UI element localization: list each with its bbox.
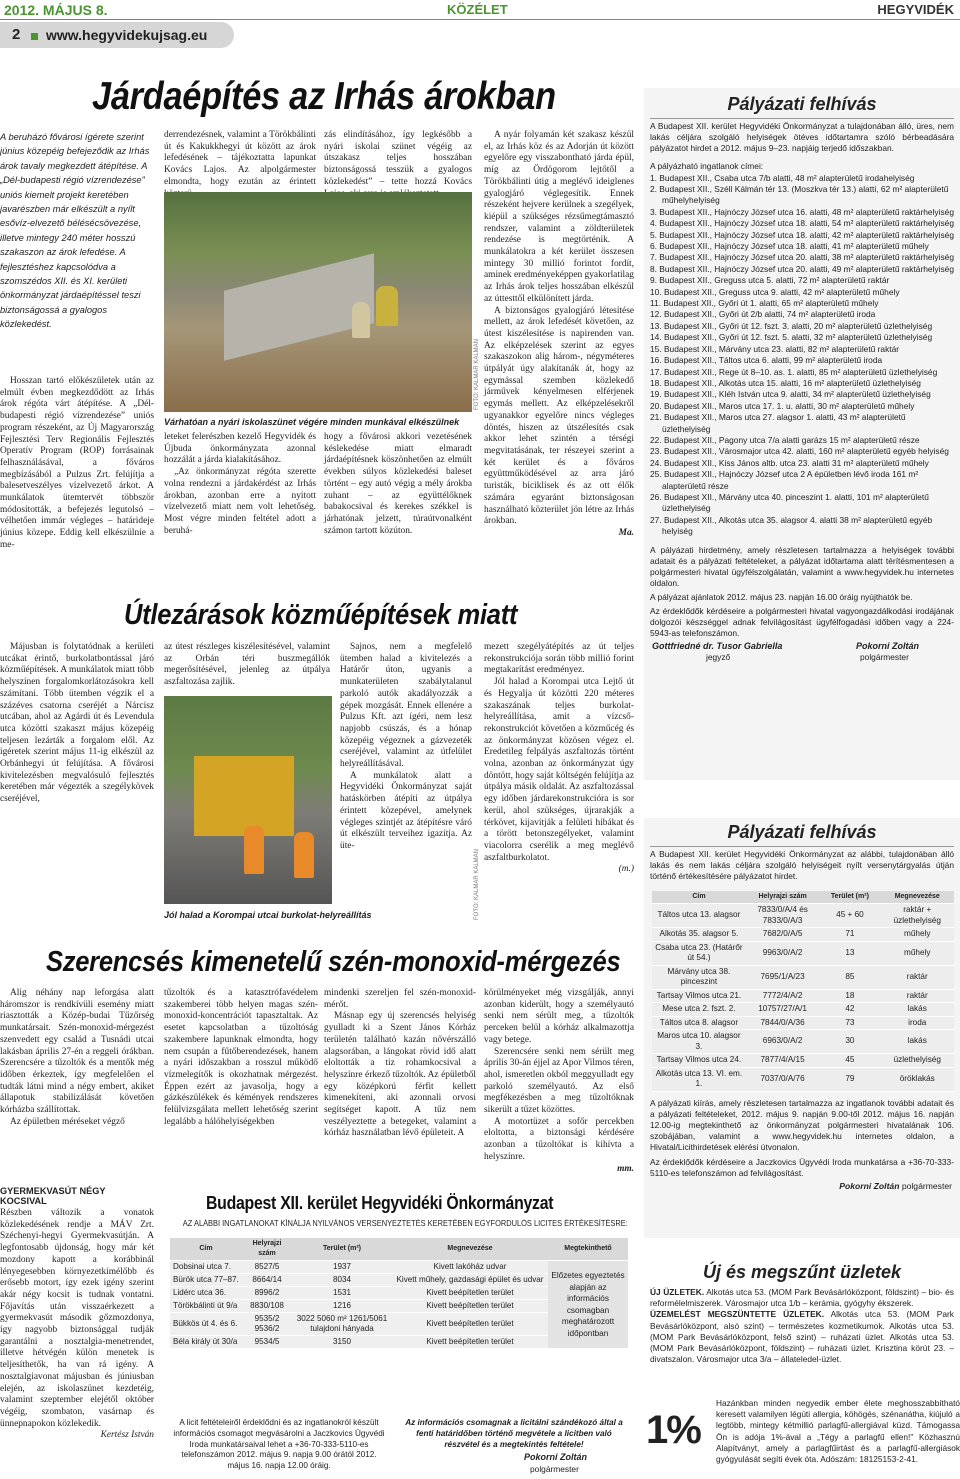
- shops-closed-label: ÜZEMELÉST MEGSZÜNTETTE ÜZLETEK.: [650, 1309, 825, 1320]
- cell: 79: [819, 1067, 880, 1091]
- cell: raktár + üzlethelyiség: [881, 904, 954, 928]
- cell: Táltos utca 8. alagsor: [652, 1016, 746, 1030]
- col-header: Megtekinthető: [548, 1238, 628, 1261]
- cell: 7833/0/A/4 és 7833/0/A/3: [746, 904, 819, 928]
- signer-name: Gottfriedné dr. Tusor Gabriella: [652, 641, 783, 652]
- cell: Alkotás 35. alagsor 5.: [652, 928, 746, 942]
- notice-paragraph: A pályázat ajánlatok 2012. május 23. napján 16.00 óráig nyújthatók be.: [650, 592, 913, 603]
- cell: Dobsinai utca 7.: [170, 1261, 242, 1274]
- list-heading: A pályázható ingatlanok címei:: [650, 160, 764, 171]
- notice-footer-right: Az információs csomagnak a licitálni szándékozó által a fenti határidőben történő megvétele a licitben való részvétel és a megtekintés feltétele!: [405, 1418, 623, 1449]
- photo-caption: Jól halad a Korompai utcai burkolat-helyreállítás: [164, 910, 372, 920]
- article-lead: A beruházó fővárosi ígérete szerint június közepéig befejeződik az Irhás árok tavaly megkezdett átépítése. A „Dél-budapesti régió vízrendezése” uniós kiemelt projekt keretében javarészben már elkészült a nyílt esővíz-elvezető bélésécsövezése, illetve mintegy 240 méter hosszú szakaszon az árok lefedése. A fejlesztéshez kapcsolódva a szomszédos XII. és XI. kerületi önkormányzat járdaépítéssel teszi biztonságossá a gyalogos közlekedést.: [0, 132, 150, 330]
- property-item: 14. Budapest XII., Győri út 12. fszt. 5. alatti, 32 m² alapterületű üzlethelyiség: [650, 332, 933, 343]
- col-header: Megnevezése: [881, 891, 954, 904]
- cell: Törökbálinti út 9/a: [170, 1300, 242, 1313]
- cell: 3022 5060 m² 1261/5061 tulajdoni hányada: [292, 1313, 392, 1336]
- cell: 9535/2 9536/2: [242, 1313, 292, 1336]
- property-item: 5. Budapest XII., Hajnóczy József utca 18. alatti, 42 m² alapterületű raktárhelyiség: [650, 229, 954, 240]
- cell: lakás: [881, 1030, 954, 1054]
- cell: öröklakás: [881, 1067, 954, 1091]
- cell: Lidérc utca 36.: [170, 1287, 242, 1300]
- cell: Bükkös út 4. és 6.: [170, 1313, 242, 1336]
- table-row: [652, 1030, 954, 1054]
- table-row: [652, 989, 954, 1003]
- article-body-col1: [0, 642, 154, 926]
- notice-title: Pályázati felhívás: [727, 822, 877, 842]
- property-item: 18. Budapest XII., Alkotás utca 15. alatti, 16 m² alapterületű üzlethelyiség: [650, 377, 921, 388]
- paragraph: Sajnos, nem a megfelelő ütemben halad a kivitelezés a Határőr úton, ugyanis a munkaterületen szabálytalanul parkoló autók akadályozzák a gépek mozgását. Ennek ellenére a Pulzus Kft. azt ígéri, nem lesz napjobb csúszás, és a hónap közepéig végeznek a gázvezeték cseréjével, valamint az útfelület helyreállításával.: [340, 642, 472, 770]
- paragraph: „Az önkormányzat régóta szerette volna rendezni a járdakérdést az Irhás árokban, azonban erre a nyitott vízelvezető miatt nem volt lehetőség. Most végre minden feltétel adott a beruhá-: [164, 467, 316, 536]
- auction-table: [170, 1238, 628, 1349]
- cell: Alkotás utca 13. VI. em. 1.: [652, 1067, 746, 1091]
- cell: 42: [819, 1003, 880, 1017]
- property-item: 16. Budapest XII., Táltos utca 6. alatti, 99 m² alapterületű iroda: [650, 355, 883, 366]
- cell: műhely: [881, 941, 954, 965]
- paragraph: tűzoltók és a katasztrófavédelem szakemberei több helyen magas szén-monoxid-koncentrációt tapasztaltak. Az esetet kapcsolatban a tűzoltóság szakembere lapunknak elmondta, hogy nem csupán a fűtőberendezések, hanem a nyári időszakban a rosszul működő vízmelegítők is okozhatnak mérgezést. Éppen ezért az javasolja, hogy a gázkészülékek és kémények rendszeres felülvizsgálata mellett lehetőség szerint legalább a hálóhelyiségekben: [164, 988, 318, 1127]
- cell: 18: [819, 989, 880, 1003]
- divider: [650, 846, 954, 847]
- cell: 9534/5: [242, 1336, 292, 1349]
- signer-line: [644, 1179, 960, 1191]
- table-row: [652, 965, 954, 989]
- notice-intro: A Budapest XII. kerület Hegyvidéki Önkormányzat az alábbi, tulajdonában álló lakás és nem lakás céljára szolgáló helyiségeit nyílt versenytárgyalás útján történő értékesítésére pályázatot hirdet.: [650, 849, 954, 882]
- signature: mm.: [617, 1163, 634, 1174]
- paragraph: Szerencsére senki nem sérült meg április 30-án éjjel az Apor Vilmos téren, ahol, ismeretlen okból meggyulladt egy parkoló személyautó. Az első megfékezésben a meg tűzoltóknak sikerült a tűzet közöttes.: [484, 1046, 635, 1116]
- notice-paragraph: Az érdeklődők kérdéseire a polgármesteri hivatal vagyongazdálkodási irodájának dolgozói készséggel adnak felvilágosítást ügyfélfogadási időben vagy a 224-5943-as telefonszámon.: [650, 605, 954, 639]
- cell: Bürök utca 77–87.: [170, 1274, 242, 1287]
- construction-photo: [164, 192, 472, 412]
- cell: 9963/0/A/2: [746, 941, 819, 965]
- cell: Kivett beépítetlen terület: [392, 1313, 548, 1336]
- worker-figure: [376, 286, 398, 326]
- col-header: Megnevezése: [392, 1238, 548, 1261]
- cell: Kivett beépítetlen terület: [392, 1300, 548, 1313]
- property-item: 2. Budapest XII., Széll Kálmán tér 13. (Moszkva tér 13.) alatti, 62 m² alapterületű műhelyhelyiség: [650, 184, 949, 206]
- property-item: 23. Budapest XII., Városmajor utca 42. alatti, 160 m² alapterületű egyéb helyiség: [650, 446, 949, 457]
- cell: raktár: [881, 989, 954, 1003]
- photo-credit: FOTÓ: KALMÁR KÁLMÁN: [474, 338, 480, 410]
- cell: Mese utca 2. fszt. 2.: [652, 1003, 746, 1017]
- one-percent-ad: [644, 1398, 960, 1474]
- cell: raktár: [881, 965, 954, 989]
- cell: Maros utca 10. alagsor 3.: [652, 1030, 746, 1054]
- signature: Ma.: [618, 527, 634, 538]
- lead-box: [0, 130, 154, 362]
- cell: 1531: [292, 1287, 392, 1300]
- article-body-col1: [0, 376, 154, 586]
- cell: Márvány utca 38. pinceszint: [652, 965, 746, 989]
- notice-paragraph: A pályázati kiírás, amely részletesen tartalmazza az ingatlanok további adatait és a pályázati feltételeket, 2012. május 9. napján 9.00-től 2012. május 16. napján 12.00-ig megtekinthető az önkormányzat polgármesteri hivatalának 106. szobájában, valamint a www.hegyvidek.hu internetes oldalon, a Hivatal/Licithirdetések elérési útvonalon.: [650, 1097, 954, 1153]
- property-item: 13. Budapest XII., Győri út 12. fszt. 3. alatti, 20 m² alapterületű üzlethelyiség: [650, 320, 933, 331]
- shops-new-label: ÚJ ÜZLETEK.: [650, 1287, 705, 1297]
- paragraph: Az épületben méréseket végző: [10, 1116, 125, 1127]
- paragraph: A munkálatok alatt a Hegyvidéki Önkormányzat saját hatáskörben átépíti az útpálya érintett közepével, amelynek végleges szintjét az átépítésre váró út elkészült terveihez igazítja. Az üte-: [340, 770, 472, 851]
- paragraph: hogy a fővárosi akkori vezetésének késlekedése miatt elmaradt járdaépítésnek köszönhetően az elmúlt években súlyos közlekedési baleset történt – egy autó végig a mély árokba zuhant – az együttélőknek babakocsival és kerekes székkel is járhatónak jelzett, túraútvonalként számon tartott közúton.: [324, 432, 472, 536]
- shops-box: [644, 1262, 960, 1400]
- property-item: 7. Budapest XII., Hajnóczy József utca 20. alatti, 38 m² alapterületű raktárhelyiség: [650, 252, 954, 263]
- paragraph: Másnap egy új szerencsés helyiség gyulladt ki a Szent János Kórház területén található kazán nővérszálló alagsorában, a lángokat rövid idő alatt eloltották a tiz rohamkocsival a helyszínre érkező tűzoltók. Az épületből egy középkorú férfit kellett kimenekíteni, aki azonnali orvosi segítséget kapott. A tűz nem veszélyeztette a betegeket, valamint a kórház használatban lévő épületeit. A: [324, 1011, 476, 1139]
- notice-intro: A Budapest XII. kerület Hegyvidéki Önkormányzat a tulajdonában álló, üres, nem lakás céljára szolgáló helyiségek ötéves időtartamra szóló bérbeadására pályázatot hirdet a 2012. május 9–23. napjáig terjedő időszakban.: [650, 121, 954, 154]
- article-body-col2: [164, 130, 316, 190]
- article-body-col2: [164, 988, 318, 1166]
- brief-box: [0, 1186, 154, 1474]
- article-title: Járdaépítés az Irhás árokban: [92, 75, 556, 118]
- cell: 6963/0/A/2: [746, 1030, 819, 1054]
- cell: 71: [819, 928, 880, 942]
- cell: Tartsay Vilmos utca 24.: [652, 1054, 746, 1068]
- article-body-col2: [164, 642, 330, 692]
- brief-author: Kertész István: [100, 1430, 154, 1441]
- tender-notice: [644, 88, 960, 780]
- shops-title: Új és megszűnt üzletek: [702, 1262, 902, 1282]
- paragraph: mindenki szereljen fel szén-monoxid-mérőt.: [324, 988, 476, 1010]
- paragraph: Májusban is folytatódnak a kerületi utcákat érintő, burkolatbontással járó közműépítések. A munkálatok miatt több helyszínen forgalomkorlátozásokra kell számítani. Több ütemben végzik el a százéves csatorna cseréjét a Nárcisz utcában, ahol az Agárdi út és Levendula utca közötti szakaszt május közepéig teljesen lezárták a forgalom elől. Az igéretek szerint május 11-ig elkészül az Orbánhegyi út felújítása. A fővárosi kivitelezésben megvalósuló fejlesztés keretében már végezték a szegélykövek cseréjével,: [0, 642, 154, 805]
- cell: Kivett lakóház udvar: [392, 1261, 548, 1274]
- cell: 8034: [292, 1274, 392, 1287]
- cell: 73: [819, 1016, 880, 1030]
- brief-title: GYERMEKVASÚT NÉGY KOCSIVAL: [0, 1186, 106, 1206]
- paragraph: leteket felerészben kezelő Hegyvidék és Újbuda önkormányzata azonnal hozzálát a járda kialakításához.: [164, 432, 316, 466]
- paragraph: körülményeket még vizsgálják, annyi azonban kiderült, hogy a személyautó senki nem sérült meg, a tűzoltók perceken belül a kórház alkalmazottja vagy betege.: [484, 988, 634, 1045]
- property-item: 10. Budapest XII., Greguss utca 9. alatti, 42 m² alapterületű műhely: [650, 286, 900, 297]
- signer-title: polgármester: [860, 652, 909, 663]
- article-body-col3: [324, 130, 472, 190]
- cell: 1937: [292, 1261, 392, 1274]
- photo-caption: Várhatóan a nyári iskolaszünet végére minden munkával elkészülnek: [164, 417, 460, 427]
- property-item: 19. Budapest XII., Kléh István utca 9. alatti, 34 m² alapterületű üzlethelyiség: [650, 389, 931, 400]
- cell: 45 + 60: [819, 904, 880, 928]
- shops-closed-text: Alkotás utca 53. (MOM Park Bevásárlóközpont, alsó szint) – természetes kozmetikumok. Alkotás utca 53. (MOM Park Bevásárlóközpont, felső szint) – ruházati üzlet. Alkotás utca 53. (MOM Park Bevásárlóközpont, földszint) – ruházati üzlet. Krisztina körút 23. – divatszalon. Városmajor utca 3/a – állateledel-üzlet.: [650, 1309, 954, 1365]
- cell: üzlethelyiség: [881, 1054, 954, 1068]
- table-row: [652, 1054, 954, 1068]
- shops-closed: [644, 1309, 960, 1365]
- property-item: 25. Budapest XII., Hajnóczy József utca 2 A épületben lévő iroda 161 m² alapterületű része: [650, 469, 919, 491]
- property-item: 20. Budapest XII., Maros utca 17. 1. u. alatti, 30 m² alapterületű műhely: [650, 400, 915, 411]
- col-header: Helyrajzi szám: [242, 1238, 292, 1261]
- viewing-cell: Előzetes egyeztetés alapján az információs csomagban meghatározott időpontban: [548, 1261, 628, 1349]
- article-body-col2b: [164, 432, 316, 580]
- col-header: Helyrajzi szám: [746, 891, 819, 904]
- shops-new-text: Alkotás utca 53. (MOM Park Bevásárlóközpont, földszint) – bio- és reformélelmiszerek. Városmajor utca 1/b – kerámia, gyógyhy ékszerek.: [650, 1287, 954, 1309]
- article-body-col1: [0, 988, 154, 1178]
- cell: Kivett műhely, gazdasági épület és udvar: [392, 1274, 548, 1287]
- paragraph: zás elindításához, így legkésőbb a nyári iskolai szünet végéig az útszakasz teljes hosszában biztonságossá tesszük a gyalogos közlekedést” – tette hozzá Kovács: [324, 130, 472, 187]
- property-item: 9. Budapest XII., Greguss utca 5. alatti, 72 m² alapterületű raktár: [650, 275, 890, 286]
- cell: Csaba utca 23. (Határőr út 54.): [652, 941, 746, 965]
- table-row: [652, 904, 954, 928]
- signer-title: jegyző: [706, 652, 731, 663]
- shops-new: [644, 1283, 960, 1309]
- paragraph: A biztonságos gyalogjáró létesítése mellett, az árok lefedését követően, az útest kiszélesítése is napirenden van. Az elképzelések szerint az egyes szakaszokon alig három-, négyméteres útpályát úgy alakítanák át, hogy az egymással szemben közlekedő járművek kényelmesen elférjenek egymás mellett. Az elképzelésekről ugyanakkor egyelőre nincs végleges döntés, hiszen az útszélesítés csak akkor lehet szintén a térségi megvitatásának, ter részeyei szerint a két kerület és a főváros együttműködésével az arra járó turisták, biciklisek és az ott élők számára egyaránt biztonságosan használható közterület jön létre az Irhás árokban.: [484, 305, 634, 527]
- signer-name: Pokorni Zoltán: [839, 1181, 900, 1192]
- signer-title: polgármester: [901, 1181, 952, 1192]
- cell: Táltos utca 13. alagsor: [652, 904, 746, 928]
- table-row: [652, 928, 954, 942]
- cell: műhely: [881, 928, 954, 942]
- issue-date: 2012. MÁJUS 8.: [4, 2, 108, 18]
- property-item: 24. Budapest XII., Kiss János altb. utca 23. alatti 31 m² alapterületű műhely: [650, 457, 929, 468]
- article-title: Útlezárások közműépítések miatt: [124, 599, 518, 631]
- article-body-col3b: [324, 432, 472, 580]
- cell: Tartsay Vilmos utca 21.: [652, 989, 746, 1003]
- ad-text: Hazánkban minden negyedik ember élete meghosszabbítható keresett valamilyen légúti allergia, köhögés, szénanátha, kiújuló a legtöbb, mintegy kétmillió parlagfű-allergiával küzd. Támogassa Ön is adója 1%-ával a „Tégy a parlagfű ellen!” Közhasznú Alapítványt, amely a parlagfűirtást és a parlagfű-allergiások gyógyulását segíti évek óta. Adószám: 18125153-2-41.: [716, 1398, 960, 1465]
- paper-name: HEGYVIDÉK: [877, 2, 954, 17]
- property-item: 6. Budapest XII., Hajnóczy József utca 18. alatti, 41 m² alapterületű műhely: [650, 241, 929, 252]
- paragraph: A motortüzet a sofőr percekben eloltotta, a biztonsági kérdésére azonban a tűzoltókat is kihívta a helyszínre.: [484, 1116, 634, 1162]
- col-header: Cím: [170, 1238, 242, 1261]
- paragraph: mezett szegélyátépítés az út teljes rekonstrukciója során több millió forint megtakarítást eredményez.: [484, 642, 634, 676]
- signer-name: Pokorni Zoltán: [856, 641, 919, 652]
- cell: 85: [819, 965, 880, 989]
- sale-notice: [644, 818, 960, 1238]
- table-row: [652, 1016, 954, 1030]
- top-bar: [0, 0, 960, 20]
- brief-text: Részben változik a vonatok közlekedésének rendje a MÁV Zrt. Széchenyi-hegyi Gyermekvasútján. A legfontosabb újdonság, hogy már két mozdony kapott a korábbinál lényegesebben környezetkímélőbb és erősebb motort, így ezek igény szerint akár négy kocsit is tudnak vontatni. Főjavítás után visszaérkezett a gyermekvasút második gőzmozdonya, így nagyobb biztonsággal tudják garantálni a nosztalgia-menetrendet, illetve hétvégén külön menetek is teljesíthetők, ha van rá igény. A nosztalgiavonat májusban és júniusban elején, az iskolaszünet kezdetéig, valamint szeptember elejétől október végéig, szombaton, vasárnap és ünnepnapokon közlekedik.: [0, 1208, 154, 1429]
- article-body-col4: [484, 988, 635, 1174]
- col-header: Terület (m²): [292, 1238, 392, 1261]
- property-item: 1. Budapest XII., Csaba utca 7/b alatti, 48 m² alapterületű irodahelyiség: [650, 172, 915, 183]
- property-list: [644, 173, 960, 538]
- paving-machine: [194, 756, 294, 836]
- cell: 7695/1/A/23: [746, 965, 819, 989]
- col-header: Cím: [652, 891, 746, 904]
- paragraph: Hosszan tartó előkészületek után az elmúlt évben megkezdődött az Irhás árok régóta várt átépítése. A „Dél-budapesti régió vízrendezése” uniós program részeként, az Új Magyarország Fejlesztési Terv Regionális Fejlesztés Operatív Program (ROP) forrásainak felhasználásával, a főváros megbízásából a Pulzus Zrt. felújítja a balesetveszélyes vízelvezető árkot. A munkálatok ütemtervét többször módosították, a befejezés legutolsó – vélhetően immár végleges – határideje június közepe. Eddig kell elkészülnie a me-: [0, 376, 154, 550]
- cell: Béla király út 30/a: [170, 1336, 242, 1349]
- page-tab: [0, 22, 234, 48]
- notice-paragraph: A pályázati hirdetmény, amely részletesen tartalmazza a helyiségek további adatait és a pályázati feltételeket, a pályázat időtartama alatt térítésmentesen a polgármesteri hivatal ügyfélszolgálatán, valamint a www.hegyvidek.hu internetes oldalon.: [650, 544, 954, 589]
- paragraph: derrendezésnek, valamint a Törökbálinti út és Kakukkhegyi út között az árok lefedésének – tájékoztatta lapunkat Kovács Lajos. Az alpolgármester elmondta, hogy ezután az érintett: [164, 130, 316, 187]
- notice-subtitle: AZ ALÁBBI INGATLANOKAT KÍNÁLJA NYILVÁNOS VERSENYEZTETÉS KERETÉBEN EGYFORDULÓS LICITES ÉRTÉKESÍTÉSRE:: [182, 1219, 628, 1228]
- property-item: 26. Budapest XII., Márvány utca 40. pinceszint 1. alatti, 101 m² alapterületű üzlethelyiség: [650, 491, 929, 514]
- section-name: KÖZÉLET: [447, 2, 508, 17]
- cell: 8527/5: [242, 1261, 292, 1274]
- roadworks-photo: [164, 696, 332, 904]
- worker-figure: [294, 832, 314, 878]
- notice-title: Budapest XII. kerület Hegyvidéki Önkormányzat: [206, 1193, 554, 1213]
- cell: iroda: [881, 1016, 954, 1030]
- cell: 7877/4/A/15: [746, 1054, 819, 1068]
- notice-title: Pályázati felhívás: [727, 94, 877, 114]
- table-row: [170, 1261, 628, 1274]
- worker-figure: [352, 302, 370, 338]
- auction-notice: [164, 1186, 634, 1478]
- photo-credit: FOTÓ: KALMÁR KÁLMÁN: [474, 848, 480, 920]
- cell: 13: [819, 941, 880, 965]
- article-body-col4: [484, 130, 634, 590]
- signer-title: polgármester: [530, 1464, 579, 1474]
- notice-footer-left: A licit feltételeiről érdeklődni és az ingatlanokról készült információs csomagot megvásárolni a Jaczkovics Ügyvédi Iroda munkatársaival lehet a +36-70-333-5110-es telefonszámon 2012. május 9. napja 9.00 órától 2012. május 16. napja 12.00 óráig.: [173, 1418, 385, 1471]
- cell: 8664/14: [242, 1274, 292, 1287]
- cell: 45: [819, 1054, 880, 1068]
- article-title: Szerencsés kimenetelű szén-monoxid-mérgezés: [46, 946, 621, 978]
- cell: 8996/2: [242, 1287, 292, 1300]
- property-item: 12. Budapest XII., Győri út 2/b alatti, 74 m² alapterületű iroda: [650, 309, 876, 320]
- cell: 3150: [292, 1336, 392, 1349]
- col-header: Terület (m²): [819, 891, 880, 904]
- signature: (m.): [618, 864, 634, 875]
- cell: 10757/27/A/1: [746, 1003, 819, 1017]
- cell: Kivett beépítetlen terület: [392, 1336, 548, 1349]
- cell: Kivett beépítetlen terület: [392, 1287, 548, 1300]
- cell: lakás: [881, 1003, 954, 1017]
- property-item: 11. Budapest XII., Győri út 1. alatti, 65 m² alapterületű műhely: [650, 298, 879, 309]
- cell: 1216: [292, 1300, 392, 1313]
- cell: 7037/0/A/76: [746, 1067, 819, 1091]
- table-row: [652, 1003, 954, 1017]
- paragraph: Jól halad a Korompai utca Lejtő út és Hegyalja út közötti 220 méteres szakaszának teljes burkolat-helyreállítása, amit a vízcső-rekonstrukciót követően a közműcég és az önkormányzat közösen végez el. Eredetileg felpályás aszfaltozás történt volna, azonban az önkormányzat úgy döntött, hogy saját költségén felújítja az útpálya másik oldalát. Az aszfaltozással egy időben járdarekonstrukcióra is sor kerül, ahol szükséges, újrarakják a térkövet, kijavítják a felületi hibákat és a törött betonszegélyeket, valamint viacolorra cserélik a meg meglévő aszfaltburkolatot.: [484, 677, 634, 863]
- property-item: 17. Budapest XII., Rege út 8–10. as. 1. alatti, 85 m² alapterületű üzlethelyiség: [650, 366, 938, 377]
- website-link[interactable]: www.hegyvidekujsag.eu: [46, 27, 208, 43]
- ad-percent: 1%: [646, 1408, 700, 1452]
- paragraph: az útest részleges kiszélesítésével, valamint az Orbán téri buszmegállók megerősítésével, jelenleg az útpálya aszfaltozása zajlik.: [164, 642, 330, 688]
- page-number: 2: [12, 26, 21, 43]
- signer-name: Pokorni Zoltán: [524, 1452, 587, 1462]
- article-body-col3: [340, 642, 472, 922]
- article-body-col3: [324, 988, 476, 1166]
- worker-figure: [244, 826, 264, 874]
- property-item: 4. Budapest XII., Hajnóczy József utca 18. alatti, 54 m² alapterületű raktárhelyiség: [650, 218, 954, 229]
- property-item: 22. Budapest XII., Pagony utca 7/a alatti garázs 15 m² alapterületű része: [650, 434, 920, 445]
- cell: 7682/0/A/5: [746, 928, 819, 942]
- property-item: 3. Budapest XII., Hajnóczy József utca 16. alatti, 48 m² alapterületű raktárhelyiség: [650, 206, 954, 217]
- article-body-col4: [484, 642, 634, 924]
- cell: 30: [819, 1030, 880, 1054]
- property-item: 27. Budapest XII., Alkotás utca 35. alagsor 4. alatti 38 m² alapterületű egyéb helyiség: [650, 514, 933, 537]
- cell: 7772/4/A/2: [746, 989, 819, 1003]
- square-bullet-icon: [31, 33, 38, 40]
- table-row: [652, 941, 954, 965]
- property-item: 21. Budapest XII., Maros utca 27. alagsor 1. alatti, 43 m² alapterületű üzlethelyiség: [650, 412, 906, 434]
- divider: [650, 118, 954, 119]
- cell: 7844/0/A/36: [746, 1016, 819, 1030]
- paragraph: A nyár folyamán két szakasz készül el, az Irhás köz és az Adorján út között egyelőre egy visszabontható járda épül, míg az Ördögorom lejtőtől a Törökbálinti útig a meglévő ideiglenes gyalogjáró véglegesítik. Ennek részeként hejvere kerülnek a szegélyek, kiépül a szükséges rézsűmegtámasztó rendszer, valamint a zöldterületek rendezése is megtörténik. A munkálatokra a két kerület összesen mintegy 30 millió forintot fordít, aminek eredményeképpen gyakorlatilag az Irhás árok teljes hosszában elkészül az úttesttől elkülönített járda.: [484, 130, 634, 304]
- property-item: 8. Budapest XII., Hajnóczy József utca 20. alatti, 49 m² alapterületű raktárhelyiség: [650, 263, 954, 274]
- sale-table: [652, 891, 954, 1092]
- table-row: [652, 1067, 954, 1091]
- notice-paragraph: Az érdeklődők kérdéseire a Jaczkovics Ügyvédi Iroda munkatársa a +36-70-333-5110-es telefonszámon ad felvilágosítást.: [650, 1156, 954, 1178]
- paragraph: Alig néhány nap leforgása alatt háromszor is rendkívüli esemény miatt riasztották a Közép-budai Tűzőrség munkatársait. Szén-monoxid-mérgezést szenvedett egy család a Tusnádi utcai lakásban április 27-én a reggeli órákban. Szerencsére a tűzoltók és a mentők még időben érkeztek, így megfelelően el tudták látni mind a négy embert, akiket állapotuk stabilizálását követően kórházba szállítottak.: [0, 988, 154, 1116]
- cell: 8830/108: [242, 1300, 292, 1313]
- property-item: 15. Budapest XII., Márvány utca 23. alatti, 82 m² alapterületű raktár: [650, 343, 900, 354]
